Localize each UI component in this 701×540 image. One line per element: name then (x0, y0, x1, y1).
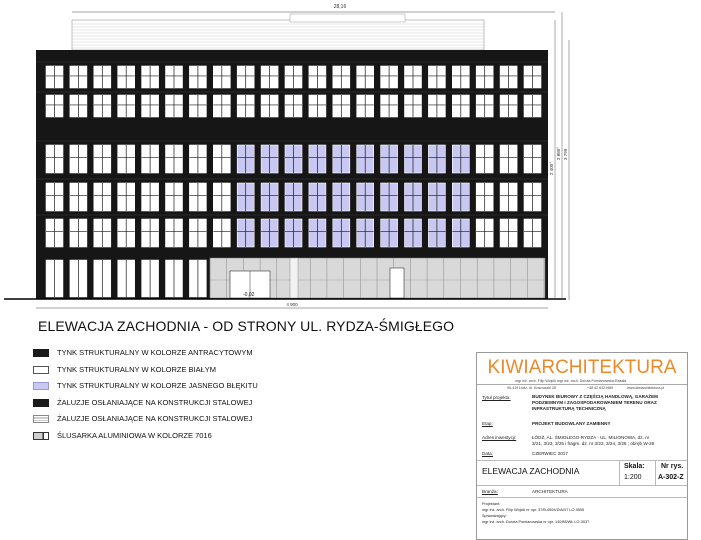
side-door (390, 268, 404, 298)
branch-label: Branża: (482, 489, 498, 494)
authors-line: mgr inż. arch. Filip Wójcik mgr inż. arch. Dorota Pomianowska-Rasała (515, 379, 627, 383)
legend-item (33, 363, 473, 379)
sheet-number-label: Nr rys. (661, 463, 684, 470)
legend-label: ŻALUZJE OSŁANIAJĄCE NA KONSTRUKCJI STALOWEJ (57, 397, 253, 407)
project-label: Tytuł projektu: (482, 395, 511, 400)
project-line-2: PODZIEMNYM I ZAGOSPODAROWANIEM TERENU ORAZ (532, 400, 657, 405)
verifier-name: mgr inż. arch. Dorota Pomianowska nr upr. 140/88/WŁ LO-3037 (482, 520, 590, 524)
ground-level-text: -0,02 (243, 292, 255, 298)
sheet-title: ELEWACJA ZACHODNIA (482, 466, 580, 476)
scale-label: Skala: (624, 463, 645, 470)
date-value: CZERWIEC 2017 (532, 451, 568, 456)
bottom-dimension-text: 4 900 (286, 302, 298, 307)
height-dimension-1: 2 400° (549, 161, 554, 175)
legend (33, 346, 473, 445)
height-dimension-2: 2 880° (556, 146, 561, 160)
roof-parapet (72, 20, 484, 50)
stage-label: Etap: (482, 421, 493, 426)
roof-structure (290, 14, 405, 22)
project-line-1: BUDYNEK BIUROWY Z CZĘŚCIĄ HANDLOWĄ, GARAŻEM (532, 394, 658, 399)
investor-line-1: ŁÓDŹ, AL. ŚMIGŁEGO-RYDZA - UL. MILIONOWA, dz. nr (532, 435, 650, 440)
scale-value: 1:200 (624, 474, 642, 481)
legend-label: TYNK STRUKTURALNY W KOLORZE JASNEGO BŁĘKITU (57, 381, 258, 390)
logo-architektura: ARCHITEKTURA (528, 357, 677, 378)
legend-label: TYNK STRUKTURALNY W KOLORZE ANTRACYTOWYM (57, 348, 253, 357)
height-dimension-3: 3 799 (563, 148, 568, 160)
legend-item (33, 346, 473, 362)
project-line-3: INFRASTRUKTURĄ TECHNICZNĄ (532, 406, 606, 411)
legend-swatch (33, 399, 49, 407)
investor-label: Adres inwestycji: (482, 435, 517, 440)
investor-line-2: 3/21, 3/23, 3/25 i fragm. dz. nr 3/22, 3/24, 3/26 ; obręb W-26 (532, 441, 655, 446)
website-text: www.kiwiarchitektura.pl (627, 386, 665, 390)
legend-swatch (33, 432, 49, 440)
company-logo (477, 357, 687, 379)
legend-label: ŻALUZJE OSŁANIAJĄCE NA KONSTRUKCJI STALOWEJ (57, 414, 253, 423)
sheet-number-value: A-302-Z (658, 474, 684, 481)
title-block (476, 352, 688, 540)
legend-label: TYNK STRUKTURALNY W KOLORZE BIAŁYM (57, 364, 217, 374)
phone-text: +48 42 6321989 (587, 386, 614, 390)
designer-label: Projektant: (482, 502, 501, 506)
legend-item (33, 412, 473, 428)
legend-swatch (33, 366, 49, 374)
legend-swatch (33, 349, 49, 357)
legend-item (33, 396, 473, 412)
legend-item (33, 379, 473, 395)
legend-item (33, 429, 473, 445)
address-text: 90-419 Łódź, Al. Kościuszki 28 (507, 386, 556, 390)
top-dimension-text: 28,16 (333, 4, 347, 10)
designer-name: mgr inż. arch. Filip Wójcik nr upr. 37/B-6594/DIA/07 LO-0595 (482, 508, 585, 512)
glazing-panel (290, 258, 298, 298)
logo-kiwi: KIWI (487, 357, 529, 378)
branch-value: ARCHITEKTURA (532, 489, 568, 494)
stage-value: PROJEKT BUDOWLANY ZAMIENNY (532, 421, 611, 426)
date-label: Data: (482, 451, 493, 456)
verifier-label: Sprawdzający: (482, 514, 507, 518)
legend-swatch (33, 382, 49, 390)
legend-swatch (33, 415, 49, 423)
legend-label: ŚLUSARKA ALUMINIOWA W KOLORZE 7016 (57, 430, 212, 440)
ground-floor (36, 252, 548, 299)
drawing-title: ELEWACJA ZACHODNIA - OD STRONY UL. RYDZA-ŚMIGŁEGO (38, 318, 455, 334)
